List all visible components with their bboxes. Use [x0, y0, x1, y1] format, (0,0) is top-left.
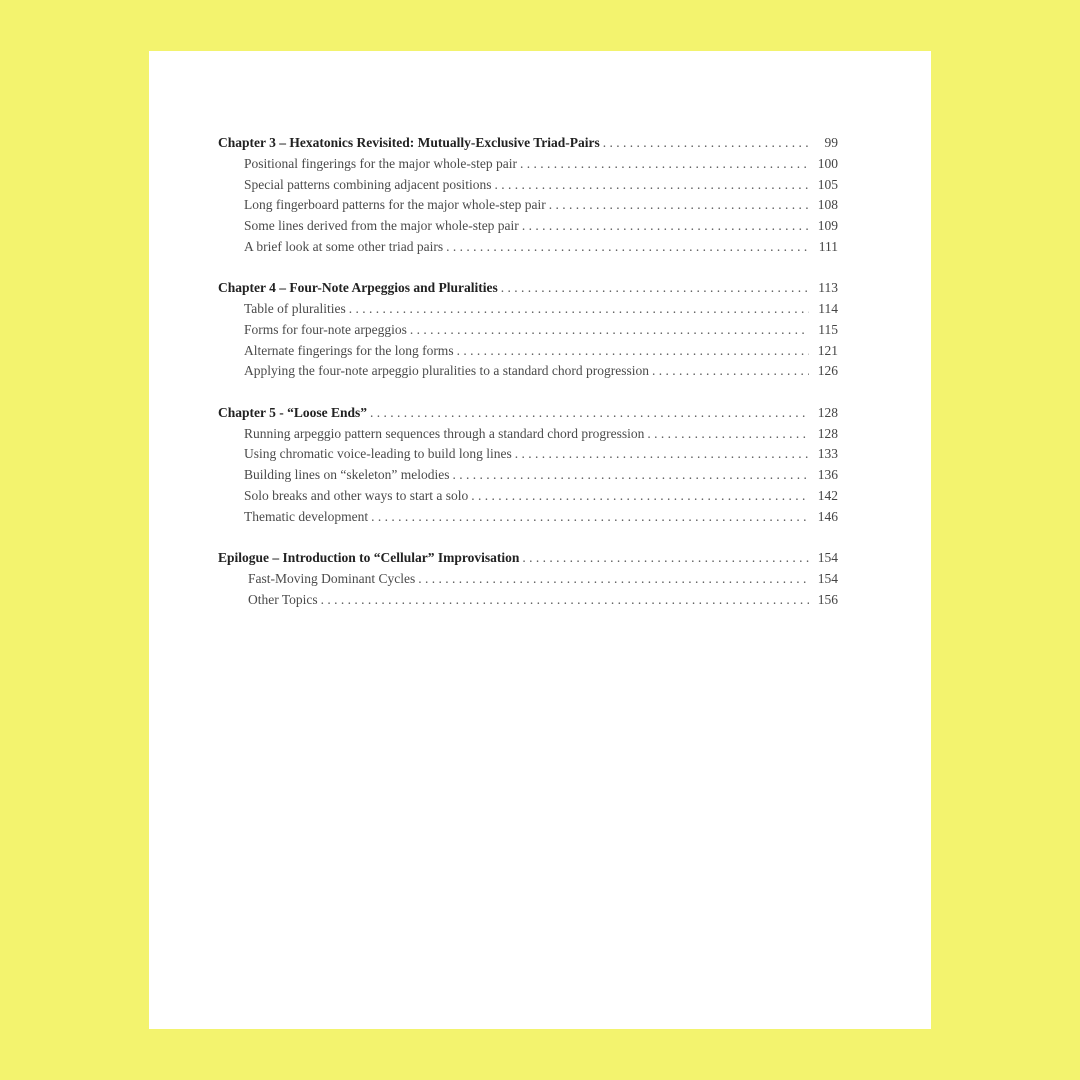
toc-heading-title: Epilogue – Introduction to “Cellular” Improvisation [218, 550, 520, 566]
toc-page-number: 126 [817, 363, 838, 379]
toc-page-number: 128 [817, 404, 838, 420]
toc-section-chapter-3 [218, 133, 838, 258]
dot-leader [603, 133, 809, 154]
toc-entry-title: Alternate fingerings for the long forms [244, 342, 454, 358]
toc-entry [218, 237, 838, 258]
toc-heading-title: Chapter 3 – Hexatonics Revisited: Mutually-Exclusive Triad-Pairs [218, 135, 600, 150]
toc-entry-title: Thematic development [244, 508, 369, 524]
toc-page-number: 114 [818, 301, 838, 317]
toc-page-number: 109 [817, 218, 838, 234]
dot-leader [321, 590, 809, 611]
toc-entry [218, 465, 838, 486]
toc-heading-chapter-3 [218, 133, 838, 154]
toc-page-number: 115 [818, 321, 838, 337]
dot-leader [371, 507, 809, 528]
dot-leader [522, 548, 809, 569]
toc-entry-title: Running arpeggio pattern sequences through a standard chord progression [244, 425, 645, 441]
toc-entry-title: Applying the four-note arpeggio pluralities to a standard chord progression [244, 363, 649, 379]
toc-entry-title: Using chromatic voice-leading to build long lines [244, 446, 512, 462]
dot-leader [370, 403, 809, 424]
toc-entry-title: Long fingerboard patterns for the major whole-step pair [244, 197, 546, 213]
document-page [149, 51, 931, 1029]
toc-entry-title: Special patterns combining adjacent positions [244, 176, 492, 192]
toc-heading-title: Chapter 4 – Four-Note Arpeggios and Pluralities [218, 280, 498, 296]
toc-heading-epilogue [218, 548, 838, 569]
toc-entry [218, 444, 838, 465]
toc-entry-title: Some lines derived from the major whole-step pair [244, 218, 519, 234]
dot-leader [520, 154, 809, 175]
dot-leader [452, 465, 809, 486]
dot-leader [349, 299, 809, 320]
toc-entry-title: Fast-Moving Dominant Cycles [248, 570, 416, 586]
toc-entry [218, 569, 838, 590]
dot-leader [549, 195, 809, 216]
toc-entry [218, 195, 838, 216]
toc-page-number: 146 [817, 508, 838, 524]
toc-page-number: 111 [818, 238, 838, 254]
toc-entry [218, 320, 838, 341]
dot-leader [410, 320, 809, 341]
dot-leader [647, 424, 809, 445]
toc-heading-chapter-5 [218, 403, 838, 424]
dot-leader [446, 237, 809, 258]
toc-page-number: 156 [817, 591, 838, 607]
toc-entry [218, 486, 838, 507]
toc-entry-title: Table of pluralities [244, 301, 346, 317]
toc-page-number: 100 [817, 155, 838, 171]
toc-entry-title: Positional fingerings for the major whole-step pair [244, 155, 517, 171]
toc-heading-title: Chapter 5 - “Loose Ends” [218, 404, 368, 420]
toc-entry [218, 361, 838, 382]
toc-page-number: 121 [817, 342, 838, 358]
dot-leader [652, 361, 809, 382]
toc-section-chapter-4 [218, 278, 838, 382]
toc-entry-title: Solo breaks and other ways to start a solo [244, 487, 469, 503]
toc-entry [218, 154, 838, 175]
dot-leader [501, 278, 809, 299]
toc-page-number: 133 [817, 446, 838, 462]
dot-leader [418, 569, 809, 590]
dot-leader [494, 175, 809, 196]
toc-section-chapter-5 [218, 403, 838, 528]
dot-leader [471, 486, 809, 507]
toc-entry [218, 590, 838, 611]
toc-page-number: 154 [817, 570, 838, 586]
toc-page-number: 108 [817, 197, 838, 213]
toc-entry-title: Building lines on “skeleton” melodies [244, 467, 450, 483]
toc-entry-title: Forms for four-note arpeggios [244, 321, 407, 337]
dot-leader [457, 341, 809, 362]
toc-page-number: 136 [817, 467, 838, 483]
toc-section-epilogue [218, 548, 838, 610]
dot-leader [515, 444, 809, 465]
toc-entry [218, 299, 838, 320]
toc-heading-chapter-4 [218, 278, 838, 299]
toc-entry [218, 175, 838, 196]
table-of-contents [218, 133, 838, 631]
toc-page-number: 113 [818, 280, 838, 296]
toc-entry [218, 341, 838, 362]
toc-entry-title: A brief look at some other triad pairs [244, 238, 444, 254]
toc-entry [218, 507, 838, 528]
toc-page-number: 105 [817, 176, 838, 192]
toc-entry-title: Other Topics [248, 591, 318, 607]
toc-page-number: 99 [824, 135, 838, 150]
toc-entry [218, 424, 838, 445]
dot-leader [522, 216, 809, 237]
toc-entry [218, 216, 838, 237]
toc-page-number: 154 [817, 550, 838, 566]
toc-page-number: 142 [817, 487, 838, 503]
toc-page-number: 128 [817, 425, 838, 441]
